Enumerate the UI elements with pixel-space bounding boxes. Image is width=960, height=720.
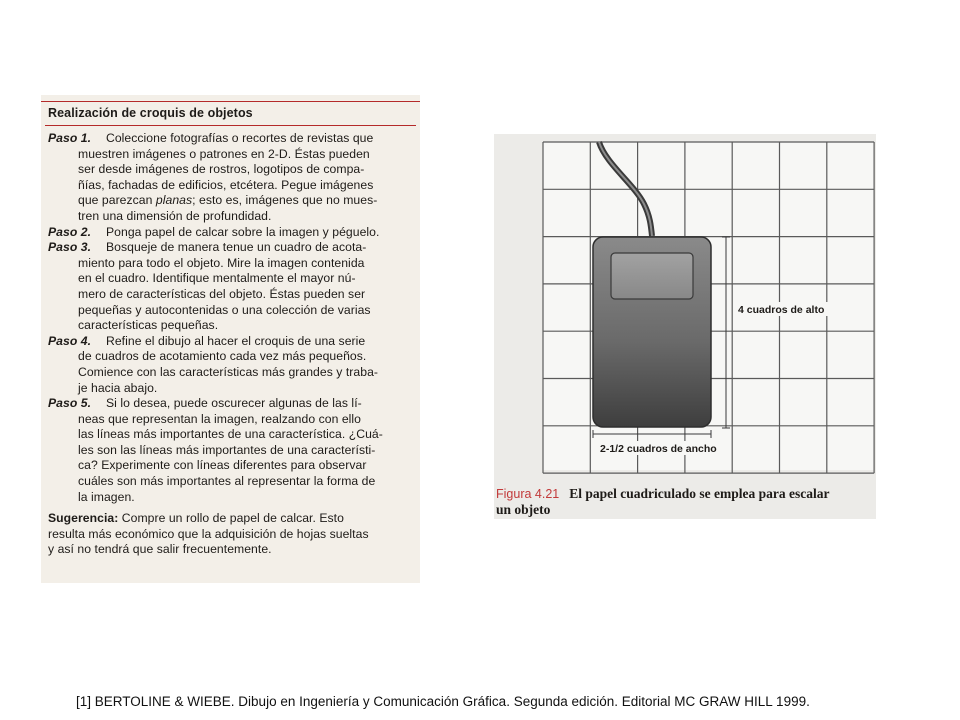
step-text: ñías, fachadas de edificios, etcétera. Pegue imágenes (78, 177, 374, 192)
section-title: Realización de croquis de objetos (48, 106, 253, 120)
step-line (48, 193, 414, 209)
step-text: en el cuadro. Identifique mentalmente el mayor nú- (78, 271, 356, 286)
step-text: miento para todo el objeto. Mire la imagen contenida (78, 255, 365, 270)
step-text: Coleccione fotografías o recortes de revistas que (106, 131, 374, 145)
suggestion-line: resulta más económico que la adquisición de hojas sueltas (48, 526, 369, 541)
step-text: la imagen. (78, 489, 135, 504)
step-label: Paso 2. (48, 224, 92, 239)
figure-panel (494, 134, 876, 519)
mouse-button (611, 253, 693, 299)
step-label: Paso 5. (48, 396, 92, 411)
step-text: muestren imágenes o patrones en 2-D. Éstas pueden (78, 146, 370, 161)
step-line (48, 162, 414, 178)
step-line (48, 303, 414, 319)
figure-caption (496, 486, 876, 518)
step-text: Si lo desea, puede oscurecer algunas de las lí- (106, 396, 362, 411)
step-line (48, 256, 414, 272)
step-text: pequeñas y autocontenidas o una colección de varias (78, 302, 371, 317)
step-text: Ponga papel de calcar sobre la imagen y péguelo. (106, 224, 380, 239)
step-text: de cuadros de acotamiento cada vez más pequeños. (78, 349, 367, 364)
step-block (48, 240, 414, 334)
step-text: je hacia abajo. (78, 380, 158, 395)
step-text: mero de características del objeto. Éstas pueden ser (78, 286, 366, 301)
suggestion-block (48, 511, 414, 558)
step-text: tren una dimensión de profundidad. (78, 208, 272, 223)
step-text: les son las líneas más importantes de una característi- (78, 442, 376, 457)
step-line (48, 381, 414, 397)
step-block (48, 131, 414, 225)
step-line (48, 443, 414, 459)
step-label: Paso 4. (48, 333, 92, 348)
step-line (48, 240, 414, 256)
suggestion-label: Sugerencia: (48, 511, 119, 526)
steps-list (48, 131, 414, 505)
step-line (48, 147, 414, 163)
step-line (48, 271, 414, 287)
step-text: Comience con las características más grandes y traba- (78, 364, 379, 379)
step-label: Paso 3. (48, 240, 92, 255)
step-line (48, 474, 414, 490)
citation-text: [1] BERTOLINE & WIEBE. Dibujo en Ingeniería y Comunicación Gráfica. Segunda edición. Editorial MC GRAW HILL 1999. (76, 694, 810, 709)
top-red-rule (41, 101, 420, 102)
step-line (48, 458, 414, 474)
step-line (48, 318, 414, 334)
step-line (48, 396, 414, 412)
width-label: 2-1/2 cuadros de ancho (600, 443, 717, 455)
steps-body (48, 131, 414, 558)
caption-line: El papel cuadriculado se emplea para escalar (569, 486, 830, 501)
step-line (48, 209, 414, 225)
step-line (48, 178, 414, 194)
step-line (48, 334, 414, 350)
step-text: neas que representan la imagen, realzando con ello (78, 411, 362, 426)
title-red-rule (45, 125, 416, 126)
step-line (48, 490, 414, 506)
step-text: ca? Experimente con líneas diferentes para observar (78, 458, 367, 473)
step-block (48, 225, 414, 241)
scanned-instructions-panel (41, 95, 420, 583)
step-block (48, 334, 414, 396)
height-label: 4 cuadros de alto (738, 304, 825, 316)
step-line (48, 349, 414, 365)
step-block (48, 396, 414, 505)
figure-number: Figura 4.21 (496, 487, 560, 501)
grid-figure (494, 134, 876, 484)
step-line (48, 287, 414, 303)
step-label: Paso 1. (48, 131, 92, 145)
step-line (48, 427, 414, 443)
step-line (48, 365, 414, 381)
step-line (48, 412, 414, 428)
step-line (48, 225, 414, 241)
step-line (48, 131, 414, 147)
suggestion-line: y así no tendrá que salir frecuentemente. (48, 542, 272, 557)
caption-line: un objeto (496, 502, 551, 517)
step-text: Bosqueje de manera tenue un cuadro de acota- (106, 240, 367, 255)
step-text: las líneas más importantes de una característica. ¿Cuá- (78, 427, 383, 442)
step-text: cuáles son más importantes al representar la forma de (78, 474, 376, 489)
step-text: Refine el dibujo al hacer el croquis de una serie (106, 333, 366, 348)
suggestion-line: Compre un rollo de papel de calcar. Esto (121, 511, 344, 526)
step-text: que parezcan planas; esto es, imágenes que no mues- (78, 193, 378, 208)
step-text: ser desde imágenes de rostros, logotipos de compa- (78, 162, 365, 177)
step-text: características pequeñas. (78, 318, 219, 333)
